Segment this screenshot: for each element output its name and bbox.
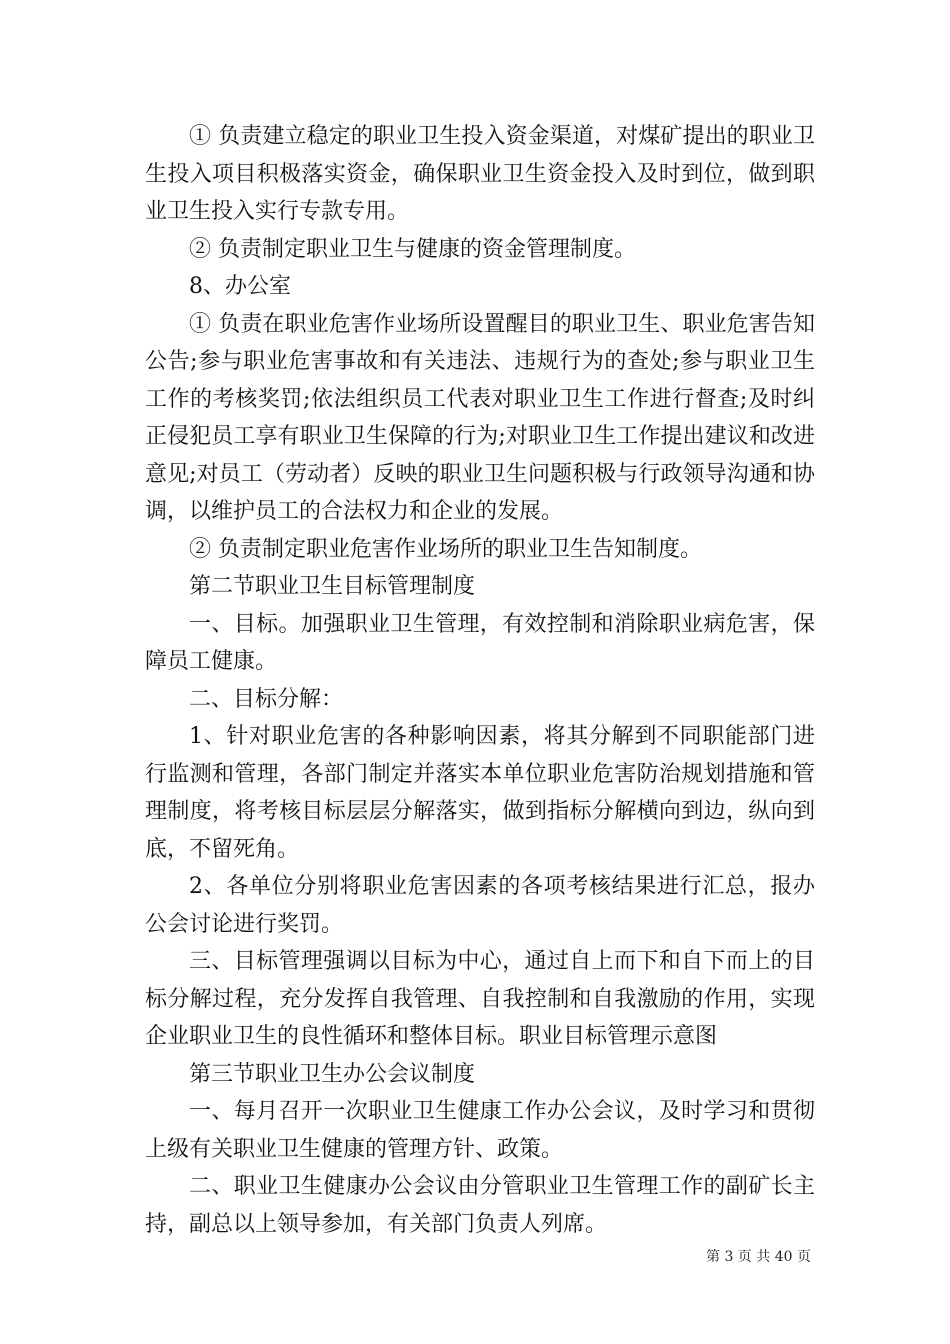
paragraph: ② 负责制定职业危害作业场所的职业卫生告知制度。 xyxy=(189,536,702,562)
paragraph: ② 负责制定职业卫生与健康的资金管理制度。 xyxy=(189,236,636,262)
section-heading: 8、办公室 xyxy=(189,274,291,299)
paragraph: 2、各单位分别将职业危害因素的各项考核结果进行汇总，报办公会讨论进行奖罚。 xyxy=(145,874,815,937)
paragraph: 三、目标管理强调以目标为中心，通过自上而下和自下而上的目标分解过程，充分发挥自我管理、自我控制和自我激励的作用，实现企业职业卫生的良性循环和整体目标。职业目标管理示意图 xyxy=(145,949,815,1049)
paragraph: ① 负责在职业危害作业场所设置醒目的职业卫生、职业危害告知公告;参与职业危害事故和有关违法、违规行为的查处;参与职业卫生工作的考核奖罚;依法组织员工代表对职业卫生工作进行督查;及时纠正侵犯员工享有职业卫生保障的行为;对职业卫生工作提出建议和改进意见;对员工（劳动者）反映的职业卫生问题积极与行政领导沟通和协调，以维护员工的合法权力和企业的发展。 xyxy=(145,311,815,524)
section-heading: 第三节职业卫生办公会议制度 xyxy=(189,1061,476,1087)
page-number: 第 3 页 共 40 页 xyxy=(706,1249,811,1265)
section-heading: 第二节职业卫生目标管理制度 xyxy=(189,574,476,599)
paragraph: 一、每月召开一次职业卫生健康工作办公会议，及时学习和贯彻上级有关职业卫生健康的管理方针、政策。 xyxy=(145,1099,815,1162)
paragraph: ① 负责建立稳定的职业卫生投入资金渠道，对煤矿提出的职业卫生投入项目积极落实资金，确保职业卫生资金投入及时到位，做到职业卫生投入实行专款专用。 xyxy=(145,124,815,224)
paragraph: 1、针对职业危害的各种影响因素，将其分解到不同职能部门进行监测和管理，各部门制定并落实本单位职业危害防治规划措施和管理制度，将考核目标层层分解落实，做到指标分解横向到边，纵向到底，不留死角。 xyxy=(145,724,815,862)
paragraph: 一、目标。加强职业卫生管理，有效控制和消除职业病危害，保障员工健康。 xyxy=(145,611,815,674)
paragraph: 二、职业卫生健康办公会议由分管职业卫生管理工作的副矿长主持，副总以上领导参加，有关部门负责人列席。 xyxy=(145,1174,815,1237)
document-body xyxy=(145,118,815,1243)
paragraph: 二、目标分解： xyxy=(189,686,344,712)
